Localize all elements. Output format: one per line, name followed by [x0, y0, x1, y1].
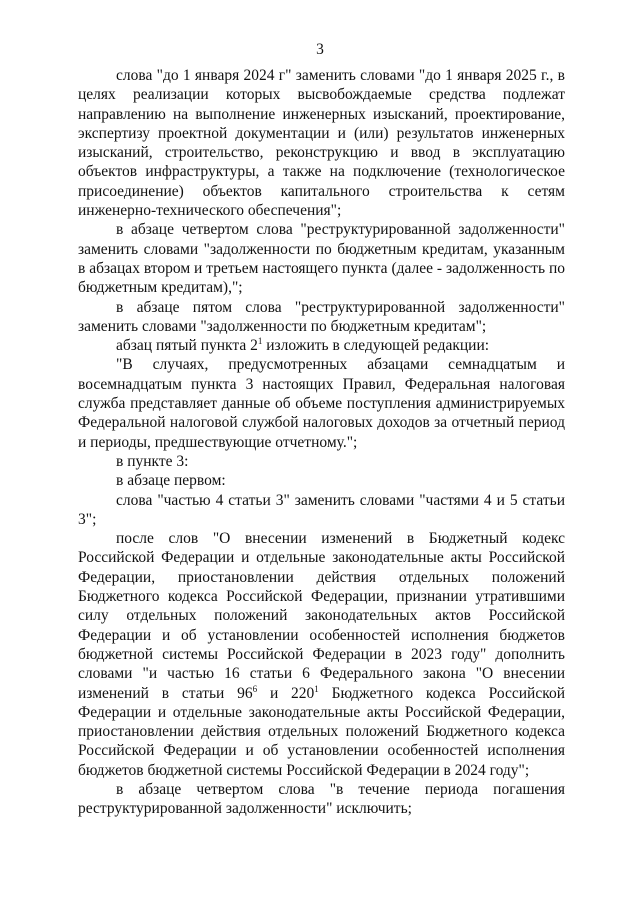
paragraph — [78, 298, 565, 337]
superscript: 1 — [314, 683, 319, 694]
text-run: в абзаце четвертом слова "в течение периода погашения реструктурированной задолженности" исключить; — [78, 780, 565, 818]
document-body — [78, 66, 565, 819]
text-run: в абзаце первом: — [116, 472, 226, 490]
paragraph — [78, 220, 565, 297]
superscript: 6 — [252, 683, 258, 694]
superscript: 1 — [257, 336, 263, 347]
text-run: изложить в следующей редакции: — [262, 337, 490, 355]
text-run: Бюджетного кодекса Российской Федерации и отдельные законодательные акты Российской Федерации, приостановлении действия отдельных положений Бюджетного кодекса Российской Федерации и об установлении особенностей исполнения бюджетов бюджетной системы Российской Федерации в 2024 году"; — [78, 684, 566, 779]
paragraph — [78, 471, 565, 490]
text-run: в абзаце пятом слова "реструктурированной задолженности" заменить словами "задолженности по бюджетным кредитам"; — [78, 298, 565, 335]
text-run: "В случаях, предусмотренных абзацами семнадцатым и восемнадцатым пункта 3 настоящих Правил, Федеральная налоговая служба представляет данные об объеме поступления администрируемых Федеральной налоговой службой налоговых доходов за отчетный период и периоды, предшествующие отчетному."; — [78, 356, 565, 451]
paragraph — [78, 66, 565, 220]
paragraph — [78, 491, 565, 530]
text-run: в пункте 3: — [116, 452, 189, 470]
paragraph — [78, 336, 565, 355]
text-run: абзац пятый пункта 2 — [116, 337, 258, 355]
text-run: и 220 — [257, 684, 315, 702]
paragraph — [78, 780, 565, 819]
text-run: после слов "О внесении изменений в Бюджетный кодекс Российской Федерации и отдельные законодательные акты Российской Федерации, приостановлении действия отдельных положений Бюджетного кодекса Российской Федерации, признании утратившими силу отдельных положений законодательных актов Российской Федерации и об установлении особенностей исполнения бюджетов бюджетной системы Российской Федерации в 2023 году" дополнить словами "и частью 16 статьи 6 Федерального закона "О внесении изменений в статьи 96 — [78, 530, 565, 702]
paragraph — [78, 529, 565, 780]
paragraph — [78, 355, 565, 451]
text-run: слова "до 1 января 2024 г" заменить словами "до 1 января 2025 г., в целях реализации которых высвобождаемые средства подлежат направлению на выполнение инженерных изысканий, проектирование, экспертизу проектной документации и (или) результатов инженерных изысканий, строительство, реконструкцию и ввод в эксплуатацию объектов инфраструктуры, а также на подключение (технологическое присоединение) объектов капитального строительства к сетям инженерно-технического обеспечения"; — [78, 67, 565, 220]
page-number: 3 — [316, 41, 324, 58]
paragraph — [78, 452, 565, 471]
text-run: слова "частью 4 статьи 3" заменить словами "частями 4 и 5 статьи 3"; — [78, 491, 565, 528]
text-run: в абзаце четвертом слова "реструктурированной задолженности" заменить словами "задолженности по бюджетным кредитам, указанным в абзацах втором и третьем настоящего пункта (далее - задолженность по бюджетным кредитам),"; — [78, 221, 565, 297]
